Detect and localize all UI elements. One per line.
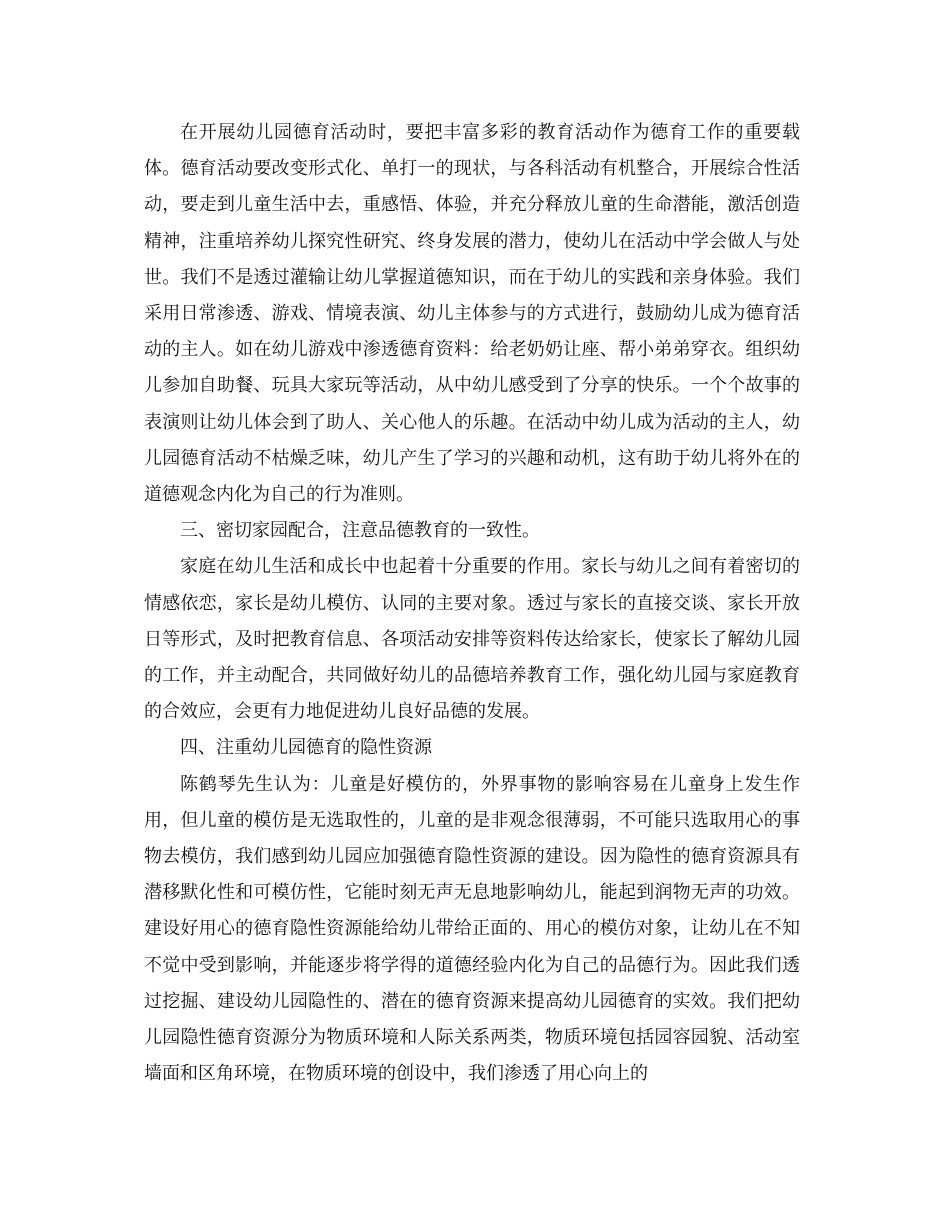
section-heading-hidden-resources: 四、注重幼儿园德育的隐性资源	[180, 737, 432, 759]
paragraph-home-school: 家庭在幼儿生活和成长中也起着十分重要的作用。家长与幼儿之间有着密切的情感依恋，家长是幼儿模仿、认同的主要对象。透过与家长的直接交谈、家长开放日等形式，及时把教育信息、各项活动安排等资料传达给家长，使家长了解幼儿园的工作，并主动配合，共同做好幼儿的品德培养教育工作，强化幼儿园与家庭教育的合效应，会更有力地促进幼儿良好品德的发展。	[144, 556, 800, 723]
paragraph-moral-activities: 在开展幼儿园德育活动时，要把丰富多彩的教育活动作为德育工作的重要载体。德育活动要改变形式化、单打一的现状，与各科活动有机整合，开展综合性活动，要走到儿童生活中去，重感悟、体验，并充分释放儿童的生命潜能，激活创造精神，注重培养幼儿探究性研究、终身发展的潜力，使幼儿在活动中学会做人与处世。我们不是透过灌输让幼儿掌握道德知识，而在于幼儿的实践和亲身体验。我们采用日常渗透、游戏、情境表演、幼儿主体参与的方式进行，鼓励幼儿成为德育活动的主人。如在幼儿游戏中渗透德育资料：给老奶奶让座、帮小弟弟穿衣。组织幼儿参加自助餐、玩具大家玩等活动，从中幼儿感受到了分享的快乐。一个个故事的表演则让幼儿体会到了助人、关心他人的乐趣。在活动中幼儿成为活动的主人，幼儿园德育活动不枯燥乏味，幼儿产生了学习的兴趣和动机，这有助于幼儿将外在的道德观念内化为自己的行为准则。	[144, 122, 800, 506]
section-heading-home-school: 三、密切家园配合，注意品德教育的一致性。	[180, 520, 540, 542]
document-page	[144, 115, 800, 1092]
paragraph-hidden-resources: 陈鹤琴先生认为：儿童是好模仿的，外界事物的影响容易在儿童身上发生作用，但儿童的模仿是无选取性的，儿童的是非观念很薄弱，不可能只选取用心的事物去模仿，我们感到幼儿园应加强德育隐性资源的建设。因为隐性的德育资源具有潜移默化性和可模仿性，它能时刻无声无息地影响幼儿，能起到润物无声的功效。建设好用心的德育隐性资源能给幼儿带给正面的、用心的模仿对象，让幼儿在不知不觉中受到影响，并能逐步将学得的道德经验内化为自己的品德行为。因此我们透过挖掘、建设幼儿园隐性的、潜在的德育资源来提高幼儿园德育的实效。我们把幼儿园隐性德育资源分为物质环境和人际关系两类，物质环境包括园容园貌、活动室墙面和区角环境，在物质环境的创设中，我们渗透了用心向上的	[144, 773, 800, 1085]
